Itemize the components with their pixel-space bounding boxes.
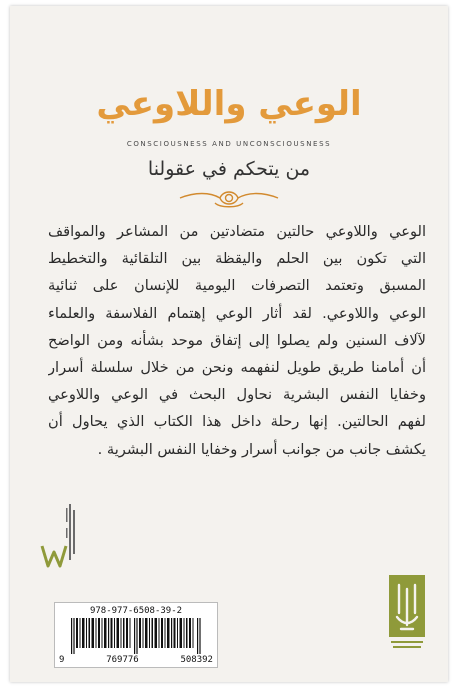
publisher-green-square-logo	[387, 573, 427, 657]
book-title: الوعي واللاوعي	[96, 84, 362, 124]
description-line: التي تكون بين الحلم واليقظة بين التلقائية والتخطيط	[48, 250, 426, 268]
description-line: وخفايا النفس البشرية نحاول البحث في الوعي واللاوعي	[48, 386, 426, 404]
flourish-ornament-icon	[10, 184, 448, 210]
barcode-digit-group-left: 769776	[106, 655, 139, 665]
description-line: لآلاف السنين ولم يصلوا إلى إتفاق موحد بشأنه ومن الواضح	[48, 331, 426, 349]
description-line: الوعي واللاوعي. لقد أثار الوعي إهتمام الفلاسفة والعلماء	[48, 304, 426, 322]
description-line: المسبق وتعتمد التصرفات اليومية للإنسان على ثنائية	[48, 277, 426, 295]
english-title: CONSCIOUSNESS AND UNCONSCIOUSNESS	[126, 140, 332, 148]
barcode-icon	[71, 618, 201, 654]
book-back-cover	[10, 6, 448, 682]
description-line: الوعي واللاوعي حالتين متضادتين من المشاعر والمواقف	[48, 223, 426, 240]
barcode-digits	[59, 655, 213, 665]
book-subtitle: من يتحكم في عقولنا	[147, 158, 311, 180]
publisher-w-logo	[38, 500, 78, 572]
barcode-label	[54, 602, 218, 668]
description-line: أن أمامنا طريق طويل لنفهمه ونحن من خلال سلسلة أسرار	[48, 359, 426, 377]
barcode-digit-prefix: 9	[59, 655, 65, 665]
description-line: لفهم الحالتين. إنها رحلة داخل هذا الكتاب الذي يحاول أن	[48, 413, 426, 431]
barcode-digit-group-right: 508392	[180, 655, 213, 665]
description-line: يكشف جانب من جوانب أسرار وخفايا النفس البشرية .	[97, 440, 426, 458]
isbn-text: 978-977-6508-39-2	[89, 606, 183, 616]
description-paragraph	[48, 218, 426, 463]
